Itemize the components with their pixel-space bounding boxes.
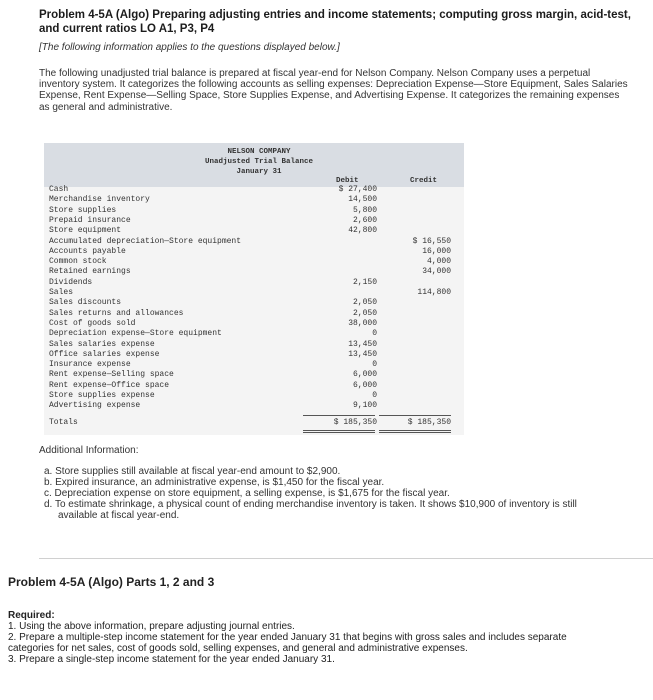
table-row (49, 391, 459, 401)
debit-total-rule (303, 415, 375, 416)
account-name: Store supplies expense (49, 391, 155, 400)
credit-amount: 34,000 (422, 267, 451, 277)
table-row (49, 329, 459, 339)
account-name: Accounts payable (49, 246, 126, 256)
company-name: NELSON COMPANY (227, 148, 291, 156)
requirement-2: 2. Prepare a multiple-step income statement for the year ended January 31 that begins with gross sales and includes separate (8, 632, 567, 643)
account-name: Advertising expense (49, 401, 141, 411)
account-name: Store supplies (49, 205, 117, 215)
additional-info-list (44, 466, 629, 521)
account-name: Depreciation expense—Store equipment (49, 329, 222, 339)
required-label: Required: (8, 610, 55, 621)
account-name: Sales returns and allowances (49, 308, 184, 318)
account-name: Dividends (49, 277, 93, 287)
totals-debit: $ 185,350 (333, 418, 377, 427)
additional-info-heading: Additional Information: (39, 445, 139, 456)
trial-balance-table (44, 143, 464, 435)
credit-amount: 114,800 (417, 288, 451, 297)
additional-item-d-cont: available at fiscal year-end. (58, 510, 180, 521)
debit-amount: 2,150 (352, 277, 377, 287)
table-row (49, 401, 459, 411)
debit-amount: 6,000 (352, 380, 377, 390)
debit-double-rule-2 (303, 432, 375, 433)
credit-double-rule-1 (379, 430, 451, 431)
table-row (49, 309, 459, 319)
debit-amount: 0 (372, 360, 377, 370)
debit-amount: 13,450 (348, 349, 377, 359)
additional-item-c: c. Depreciation expense on store equipment, a selling expense, is $1,675 for the fiscal year. (44, 488, 450, 499)
table-row (49, 370, 459, 380)
table-row (49, 237, 459, 247)
debit-amount: 38,000 (348, 318, 377, 328)
parts-heading: Problem 4-5A (Algo) Parts 1, 2 and 3 (8, 575, 215, 589)
account-name: Insurance expense (49, 360, 131, 370)
problem-title: Problem 4-5A (Algo) Preparing adjusting entries and income statements; computing gross margin, acid-test, and current ratios LO A1, P3, P4 (39, 9, 631, 35)
intro-paragraph: The following unadjusted trial balance is prepared at fiscal year-end for Nelson Company. Nelson Company uses a perpetual inventory system. It categorizes the following accounts as selling expenses: Depreciation Expense—Store Equipment, Sales Salaries Expense, Rent Expense—Selling Space, Store Supplies Expense, and Advertising Expense. It categorizes the remaining expenses as general and administrative. (39, 68, 628, 113)
debit-amount: 0 (372, 391, 377, 400)
requirements-list (8, 621, 633, 665)
account-name: Sales salaries expense (49, 339, 155, 349)
debit-double-rule-1 (303, 430, 375, 431)
requirement-2-cont: categories for net sales, cost of goods sold, selling expenses, and general and administrative expenses. (8, 643, 468, 654)
account-name: Store equipment (49, 226, 122, 236)
table-row (49, 185, 459, 195)
totals-row (49, 418, 459, 428)
debit-amount: 42,800 (348, 226, 377, 236)
table-row (49, 298, 459, 308)
account-name: Sales (49, 288, 74, 297)
credit-amount: 4,000 (426, 257, 451, 267)
debit-amount: 13,450 (348, 339, 377, 349)
totals-label: Totals (49, 418, 78, 427)
requirement-3: 3. Prepare a single-step income statement for the year ended January 31. (8, 654, 335, 665)
table-row (49, 195, 459, 205)
account-name: Sales discounts (49, 298, 122, 308)
table-row (49, 381, 459, 391)
debit-amount: $ 27,400 (338, 185, 377, 194)
credit-amount: $ 16,550 (412, 236, 451, 246)
account-name: Retained earnings (49, 267, 131, 277)
debit-amount: 2,600 (352, 215, 377, 225)
additional-item-b: b. Expired insurance, an administrative expense, is $1,450 for the fiscal year. (44, 477, 385, 488)
table-date: January 31 (236, 168, 282, 176)
table-row (49, 278, 459, 288)
account-name: Cash (49, 185, 69, 194)
credit-header: Credit (410, 177, 438, 185)
table-row (49, 216, 459, 226)
account-name: Rent expense—Selling space (49, 370, 174, 380)
section-divider (39, 558, 653, 559)
account-name: Prepaid insurance (49, 215, 131, 225)
account-name: Office salaries expense (49, 349, 160, 359)
account-name: Rent expense—Office space (49, 380, 170, 390)
credit-amount: 16,000 (422, 246, 451, 256)
debit-amount: 2,050 (352, 298, 377, 308)
table-row (49, 206, 459, 216)
debit-amount: 9,100 (352, 401, 377, 411)
table-row (49, 257, 459, 267)
credit-double-rule-2 (379, 432, 451, 433)
table-row (49, 360, 459, 370)
info-note: [The following information applies to the questions displayed below.] (39, 42, 340, 53)
debit-amount: 14,500 (348, 195, 377, 205)
table-subtitle: Unadjusted Trial Balance (204, 158, 314, 166)
debit-amount: 6,000 (352, 370, 377, 380)
debit-header: Debit (336, 177, 359, 185)
table-row (49, 340, 459, 350)
account-name: Common stock (49, 257, 107, 267)
table-row (49, 319, 459, 329)
table-header (44, 143, 464, 187)
table-row (49, 247, 459, 257)
table-row (49, 288, 459, 298)
debit-amount: 2,050 (352, 308, 377, 318)
table-row (49, 267, 459, 277)
table-row (49, 226, 459, 236)
requirement-1: 1. Using the above information, prepare adjusting journal entries. (8, 621, 295, 632)
additional-item-a: a. Store supplies still available at fiscal year-end amount to $2,900. (44, 466, 341, 477)
account-name: Merchandise inventory (49, 195, 150, 205)
additional-item-d: d. To estimate shrinkage, a physical count of ending merchandise inventory is taken. It shows $10,900 of inventory is still (44, 499, 577, 510)
table-row (49, 350, 459, 360)
account-name: Accumulated depreciation—Store equipment (49, 236, 242, 246)
credit-total-rule (379, 415, 451, 416)
account-name: Cost of goods sold (49, 318, 136, 328)
debit-amount: 5,800 (352, 205, 377, 215)
debit-amount: 0 (372, 329, 377, 339)
totals-credit: $ 185,350 (407, 418, 451, 427)
